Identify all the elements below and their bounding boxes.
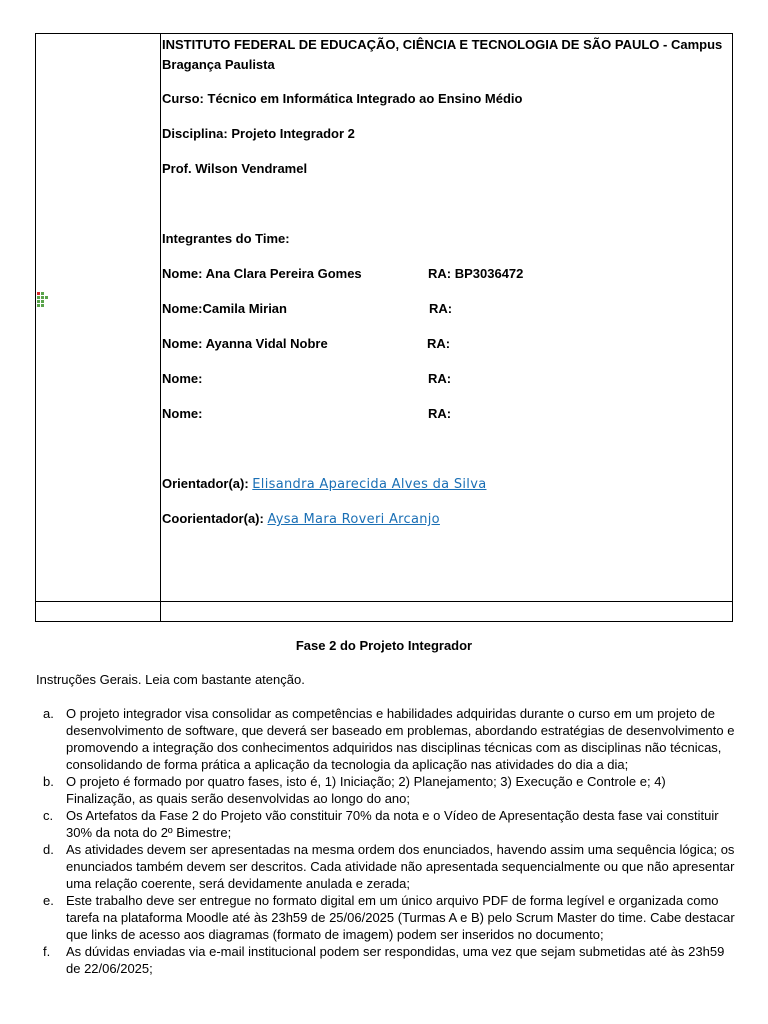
list-item-text: O projeto integrador visa consolidar as competências e habilidades adquiridas durante o curso em um projeto de desenvolvimento de software, que deverá ser baseado em problemas, abordando estratégias de desenvolvimento e promovendo a integração dos conhecimentos adquiridos nas disciplinas técnicas com as disciplinas não técnicas, consolidando de forma prática a aplicação da tecnologia da aplicação nas atividades do dia a dia;: [66, 706, 735, 772]
coadvisor-link[interactable]: Aysa Mara Roveri Arcanjo: [267, 512, 440, 527]
member-name: Nome:Camila Mirian: [162, 301, 287, 316]
list-marker: a.: [43, 706, 54, 721]
advisor-link[interactable]: Elisandra Aparecida Alves da Silva: [252, 477, 487, 492]
member-name: Nome:: [162, 406, 203, 421]
coadvisor-label: Coorientador(a):: [162, 511, 264, 526]
list-marker: f.: [43, 944, 51, 959]
list-item: [36, 705, 736, 773]
list-item-text: As dúvidas enviadas via e-mail institucional podem ser respondidas, uma vez que sejam submetidas até às 23h59 de 22/06/2025;: [66, 944, 725, 976]
list-item: [36, 841, 736, 892]
team-heading: Integrantes do Time:: [162, 231, 290, 246]
member-ra: RA:: [428, 371, 452, 386]
institution-name: INSTITUTO FEDERAL DE EDUCAÇÃO, CIÊNCIA E TECNOLOGIA DE SÃO PAULO - Campus Bragança Paulista: [162, 37, 723, 72]
member-ra: RA:: [427, 336, 451, 351]
list-marker: c.: [43, 808, 54, 823]
member-name: Nome: Ana Clara Pereira Gomes: [162, 266, 362, 281]
list-item: [36, 807, 736, 841]
list-item-text: O projeto é formado por quatro fases, isto é, 1) Iniciação; 2) Planejamento; 3) Execução e Controle e; 4) Finalização, as quais serão desenvolvidas ao longo do ano;: [66, 774, 666, 806]
professor: Prof. Wilson Vendramel: [162, 161, 308, 176]
phase-title: Fase 2 do Projeto Integrador: [295, 638, 473, 653]
list-marker: d.: [43, 842, 54, 857]
member-ra: RA:: [429, 301, 453, 316]
header-table: [35, 33, 733, 622]
list-item: [36, 773, 736, 807]
row-divider: [36, 601, 732, 602]
subject: Disciplina: Projeto Integrador 2: [162, 126, 355, 141]
list-item: [36, 892, 736, 943]
member-name: Nome:: [162, 371, 203, 386]
advisor-row: [162, 474, 486, 495]
instruction-list: [36, 705, 736, 977]
member-ra: RA:: [428, 406, 452, 421]
list-marker: b.: [43, 774, 54, 789]
column-divider: [160, 34, 161, 621]
list-marker: e.: [43, 893, 54, 908]
coadvisor-row: [162, 509, 440, 530]
list-item-text: As atividades devem ser apresentadas na mesma ordem dos enunciados, havendo assim uma sequência lógica; os enunciados também devem ser descritos. Cada atividade não apresentada sequencialmente ou que não apresentar uma relação coerente, será devidamente anulada e zerada;: [66, 842, 735, 891]
member-ra: RA: BP3036472: [428, 266, 524, 281]
institution-logo-icon: [37, 292, 51, 308]
list-item: [36, 943, 736, 977]
list-item-text: Os Artefatos da Fase 2 do Projeto vão constituir 70% da nota e o Vídeo de Apresentação desta fase vai constituir 30% da nota do 2º Bimestre;: [66, 808, 719, 840]
member-name: Nome: Ayanna Vidal Nobre: [162, 336, 328, 351]
general-instructions: Instruções Gerais. Leia com bastante atenção.: [36, 672, 305, 687]
advisor-label: Orientador(a):: [162, 476, 249, 491]
course: Curso: Técnico em Informática Integrado ao Ensino Médio: [162, 91, 523, 106]
list-item-text: Este trabalho deve ser entregue no formato digital em um único arquivo PDF de forma legível e organizada como tarefa na plataforma Moodle até às 23h59 de 25/06/2025 (Turmas A e B) pelo Scrum Master do time. Cabe destacar que links de acesso aos diagramas (formato de imagem) podem ser inseridos no documento;: [66, 893, 735, 942]
